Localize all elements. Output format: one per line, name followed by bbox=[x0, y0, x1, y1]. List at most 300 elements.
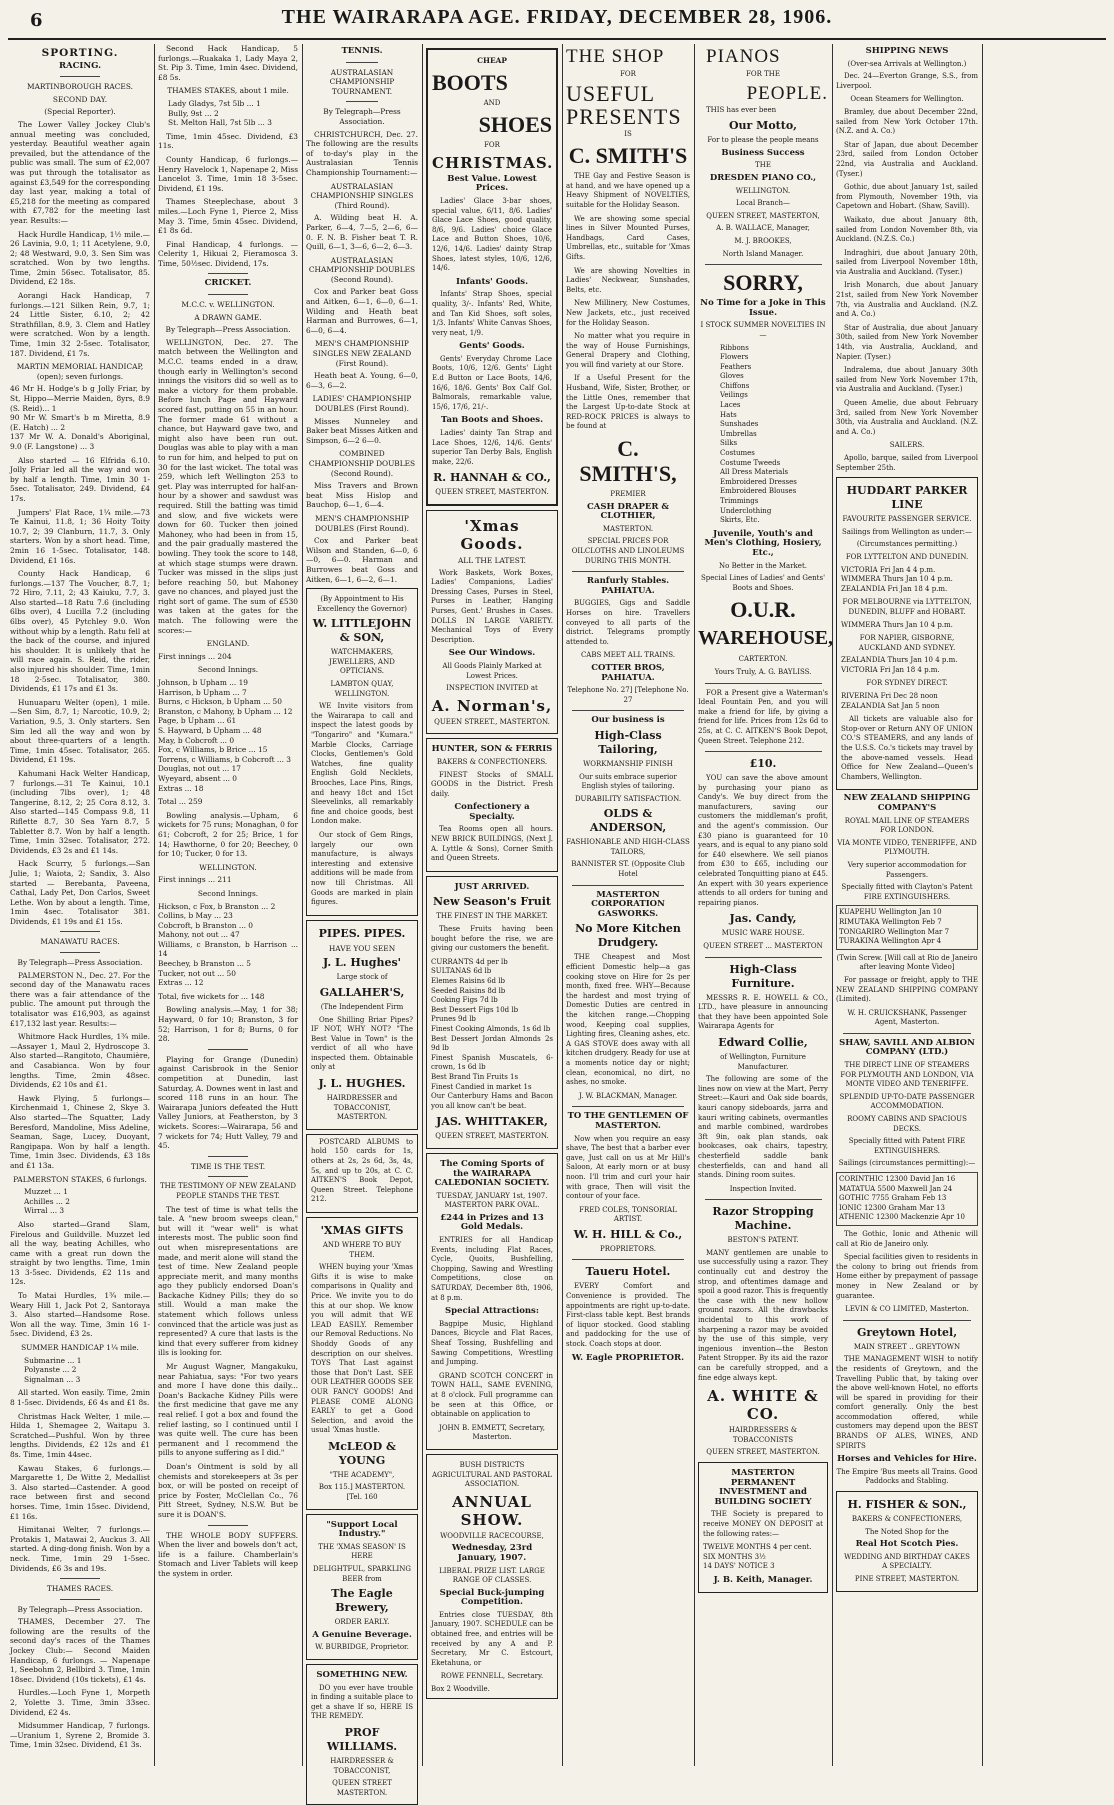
ad-line: THE FINEST IN THE MARKET. bbox=[436, 912, 548, 921]
ad-headline: TO THE GENTLEMEN OF MASTERTON. bbox=[567, 1111, 689, 1131]
ad-text: POSTCARD ALBUMS to hold 150 cards for 1s, others at 2s, 2s 6d, 3s, 4s, 5s, and up to 20s, at C. C. AITKEN'S Book Depot, Queen Street. Telephone 212. bbox=[311, 1137, 413, 1204]
article-paragraph: County Hack Handicap, 6 furlongs.—137 The Voucher, 8.7, 1; 72 Hiro, 7.11, 2; 43 Kaiuku, 7.7, 3. Also started—18 Ratu 7.6 (including 6lbs over), 4 Lucilla 7.2 (including 6lbs over), 45 Pytchley 9.0. Won without whip by a length. Ratu fell at the back of the course, and injured his shoulder. It is unlikely that he will race again. S. Reid, the rider, also injured his shoulder. Time, 1min 18 2-5sec. Totalisator, 380. Dividends, £1 17s and £1 3s. bbox=[10, 569, 150, 694]
press-note: By Telegraph—Press Association. bbox=[323, 107, 401, 126]
ad-line: All Goods Plainly Marked at Lowest Prices. bbox=[442, 661, 542, 680]
ad-xmas-gifts bbox=[306, 1217, 418, 1510]
ad-line: Box 115.] MASTERTON. [Tel. 160 bbox=[318, 1483, 406, 1502]
ad-line: BAKERS & CONFECTIONERS, bbox=[851, 1515, 963, 1524]
ad-headline: High-Class Furniture. bbox=[729, 962, 797, 990]
ad-firm-name: C. SMITH'S, bbox=[579, 436, 677, 487]
ad-line: W. H. CRUICKSHANK, Passenger Agent, Masterton. bbox=[847, 1008, 967, 1027]
race-placings: 46 Mr H. Hodge's b g Jolly Friar, by St, Hippo—Merrie Maiden, 8yrs, 8.9 (S. Reid)... 1 90 Mr W. Smart's b m Miretta, 8.9 (E. Hatch) ... 2 137 Mr W. A. Donald's Aboriginal, 9.0 (F. Langstone) ... 3 bbox=[10, 384, 150, 451]
press-note: By Telegraph—Press Association. bbox=[17, 1604, 143, 1614]
article-paragraph: Cox and Parker beat Goss and Aitken, 6—1, 6—0, 6—1. Wilding and Heath beat Harman and Burrowes, 6—1, 6—0, 6—4. bbox=[306, 287, 418, 335]
ad-line: Local Branch— bbox=[735, 199, 791, 208]
ad-line: FOR THE bbox=[746, 70, 780, 78]
ad-dresden-piano bbox=[698, 46, 828, 259]
ad-line: Very superior accommodation for Passengers. bbox=[847, 860, 967, 879]
column-sporting bbox=[10, 44, 150, 1766]
ad-line: The Noted Shop for the bbox=[865, 1527, 949, 1536]
ad-text: No matter what you require in the way of House Furnishings, General Drapery and Clothing, you will find variety at our Store. bbox=[566, 332, 690, 369]
ad-text: The Gothic, Ionic and Athenic will call at Rio de Janeiro only. bbox=[836, 1229, 978, 1248]
race-heading: MARTIN MEMORIAL HANDICAP, (open); seven furlongs. bbox=[16, 362, 144, 381]
column-tennis bbox=[306, 44, 418, 1797]
ad-text: THIS has ever been bbox=[706, 105, 777, 114]
ad-headline: PIPES. PIPES. bbox=[318, 926, 406, 940]
team-heading: ENGLAND. bbox=[206, 639, 250, 649]
article-paragraph: PALMERSTON N., Dec. 27. For the second day of the Manawatu races there was a fair attendance of the public. The amount put through the totalisator was £16,903, as against £17,132 last year. Results:— bbox=[10, 970, 150, 1028]
ad-line: THE bbox=[755, 161, 771, 170]
goods-list: Ribbons Flowers Feathers Gloves Chiffons Veilings Laces Hats Sunshades Umbrellas Silks Costumes Costume Tweeds All Dress Materials Embroidered Dresses Embroidered Blouses Trimmings Underclothing Skirts, Etc. bbox=[720, 343, 797, 525]
ad-headline: PEOPLE. bbox=[746, 82, 828, 104]
ad-line: WOODVILLE RACECOURSE, bbox=[440, 1531, 544, 1540]
price-list: CURRANTS 4d per lb SULTANAS 6d lb Elemes Raisins 6d lb Seeded Raisins 8d lb Cooking Figs 7d lb Best Dessert Figs 10d lb Prunes 9d lb Finest Cooking Almonds, 1s 6d lb Best Dessert Jordan Almonds 2s 9d lb Finest Spanish Muscatels, 6-crown, 1s 6d lb Best Brand Tin Fruits 1s Finest Candied in market 1s Our Canterbury Hams and Bacon you all know can't be beat. bbox=[431, 957, 553, 1110]
ad-line: Sailings (circumstances permitting):— bbox=[838, 1159, 976, 1168]
ad-text: One Shilling Briar Pipes? IF NOT, WHY NOT? "The Best Value in Town" is the verdict of all who have inspected them. Obtainable only at bbox=[311, 1015, 413, 1072]
sailing-list: VICTORIA Fri Jan 4 4 p.m. WIMMERA Thurs Jan 10 4 p.m. ZEALANDIA Fri Jan 18 4 p.m. bbox=[841, 565, 953, 593]
shipping-subheading: SAILERS. bbox=[889, 441, 925, 450]
article-paragraph: CHRISTCHURCH, Dec. 27. The following are the results of to-day's play in the Australasian Tennis Championship Tournament:— bbox=[306, 129, 418, 177]
ad-firm-name: J. B. Keith, Manager. bbox=[713, 1574, 813, 1585]
ad-text: Bagpipe Music, Highland Dances, Bicycle and Flat Races, Sheaf Tossing, Bushfelling and Sawing Competitions, Wrestling and Jumping. bbox=[431, 1319, 553, 1367]
ad-text: DO you ever have trouble in finding a suitable place to get a shave If so, HERE IS THE REMEDY. bbox=[311, 1683, 413, 1721]
sailing-list: ZEALANDIA Thurs Jan 10 4 p.m. VICTORIA Fri Jan 18 4 p.m. bbox=[841, 656, 958, 674]
shipping-subheading: (Over-sea Arrivals at Wellington.) bbox=[847, 59, 967, 68]
ad-subheadline: Special Buck-jumping Competition. bbox=[439, 1587, 545, 1608]
ad-gasworks bbox=[566, 891, 690, 1102]
ad-subheadline: Confectionery a Specialty. bbox=[454, 802, 530, 822]
article-paragraph: County Handicap, 6 furlongs.—Henry Havelock 1, Napenape 2, Miss Lancelot 3. Time, 1min 18 3-5sec. Dividend, £1 19s. bbox=[158, 154, 298, 193]
ad-line: ORDER EARLY. bbox=[334, 1618, 390, 1627]
ad-headline: PIANOS bbox=[706, 46, 781, 67]
column-shipping bbox=[836, 44, 978, 1766]
race-day: SECOND DAY. bbox=[52, 94, 108, 104]
ad-olds-anderson bbox=[566, 716, 690, 879]
ad-line: FOR bbox=[484, 141, 500, 150]
ad-subheadline: Real Hot Scotch Pies. bbox=[855, 1539, 959, 1550]
article-paragraph: THAMES, December 27. The following are the results of the second day's races of the Thames Jockey Club:— Second Maiden Handicap, 6 furlongs. — Napenape 1, Seebohm 2, Bellbird 3. Time, 1min 18sec. Dividend (10s tickets), £1 4s. bbox=[10, 1617, 150, 1684]
article-paragraph: Heath beat A. Young, 6—0, 6—3, 6—2. bbox=[306, 371, 418, 390]
sailing-table: CORINTHIC 12300 David Jan 16 MATATUA 5500 Maxwell Jan 24 GOTHIC 7755 Graham Feb 13 IONIC 12300 Graham Mar 13 ATHENIC 12300 Mackenzie Apr 10 bbox=[836, 1172, 978, 1226]
ad-firm-name: Jas. Candy, bbox=[729, 912, 797, 926]
ad-headline: New Season's Fruit bbox=[432, 895, 551, 909]
ad-caledonian-sports bbox=[426, 1153, 558, 1450]
ad-text: Entries close TUESDAY, 8th January, 1907. SCHEDULE can be obtained free, and entries will be received by any A and P. Secretary, Mr C. Estcourt, Eketahuna, or bbox=[431, 1610, 553, 1667]
ad-eagle-brewery bbox=[306, 1514, 418, 1660]
ad-firm-name: Edward Collie, bbox=[718, 1035, 808, 1049]
ad-our-warehouse bbox=[698, 270, 834, 677]
ad-subheadline: See Our Windows. bbox=[448, 648, 536, 659]
article-paragraph: Hack Scurry, 5 furlongs.—San Julie, 1; Waiota, 2; Sandix, 3. Also started — Berebanta, Paveena, Cathal, Lady Pet, Don Carlos, Sweet Lethe. Won by about a length. Time, 1min 4sec. Totalisator 381. Dividends, £1 19s and £1 15s. bbox=[10, 859, 150, 926]
ad-line: DURABILITY SATISFACTION. bbox=[574, 794, 682, 803]
ad-line: J. W. BLACKMAN, Manager. bbox=[578, 1091, 678, 1100]
ad-line: North Island Manager. bbox=[722, 249, 804, 258]
ad-line: LEVIN & CO LIMITED, Masterton. bbox=[845, 1305, 969, 1314]
ad-whittaker-fruit bbox=[426, 876, 558, 1149]
ad-line: No Better in the Market. bbox=[719, 561, 807, 570]
ad-text: We are showing Novelties in Ladies' Neckwear, Sunshades, Belts, etc. bbox=[566, 266, 690, 294]
article-paragraph: All started. Won easily. Time, 2min 8 1-5sec. Dividends, £6 4s and £1 8s. bbox=[10, 1388, 150, 1407]
ad-line: AND WHERE TO BUY THEM. bbox=[322, 1241, 402, 1259]
innings-line: First innings ... 211 bbox=[158, 875, 232, 885]
ad-text: The following are some of the lines now on view at the Mart, Perry Street:—Kauri and Oak side boards, kauri canopy sideboards, jarra and kauri writing cabinets, overmantles and marble combined, wardrobes 3ft 9in, oak plan stands, oak bookcases, oak chairs, tapestry, chesterfield saddle bank chesterfields, can and hand all stands. Dining room suites. bbox=[698, 1075, 828, 1180]
article-subheading: THE TESTIMONY OF NEW ZEALAND PEOPLE STANDS THE TEST. bbox=[160, 1182, 296, 1200]
race-placings: Lady Gladys, 7st 5lb ... 1 Bully, 9st ... 2 St. Melton Hall, 7st 5lb ... 3 bbox=[168, 98, 272, 128]
event-heading: AUSTRALASIAN CHAMPIONSHIP DOUBLES (Second Round). bbox=[308, 255, 416, 284]
article-paragraph: Also started — 16 Elfrida 6.10. Jolly Friar led all the way and won by half a length. Time, 1min 30 1-5sec. Totalisator, 249. Dividend, £4 17s. bbox=[10, 455, 150, 503]
subheading-racing: RACING. bbox=[58, 60, 102, 71]
ad-line: BAKERS & CONFECTIONERS. bbox=[436, 757, 548, 766]
ad-line: of Wellington, Furniture Manufacturer. bbox=[720, 1052, 806, 1071]
ad-line: SPLENDID UP-TO-DATE PASSENGER ACCOMMODATION. bbox=[839, 1092, 975, 1111]
ad-line: THE DIRECT LINE OF STEAMERS FOR PLYMOUTH AND LONDON, VIA MONTE VIDEO AND TENERIFFE. bbox=[840, 1061, 974, 1089]
column-cricket bbox=[158, 44, 298, 1766]
ad-subheadline: Best Value. Lowest Prices. bbox=[447, 173, 537, 194]
ad-line: Box 2 Woodville. bbox=[431, 1685, 490, 1694]
scorecard-total: Total ... 259 bbox=[158, 797, 203, 807]
ad-text: WE Invite visitors from the Wairarapa to call and inspect the latest goods by "Tongariro" and "Kumara." Marble Clocks, Carriage Clocks, Gentlemen's Gold Watches, fine quality English Gold Necklets, Brooches, Lace Pins, Rings, and heavy 18ct and 15ct Sleevelinks, all remarkably fine and choice goods, best London make. bbox=[311, 702, 413, 826]
ad-line: A Genuine Beverage. bbox=[312, 1629, 412, 1640]
article-paragraph: THE WHOLE BODY SUFFERS. When the liver and bowels don't act, life is a failure. Chamberlain's Stomach and Liver Tablets will keep the system in order. bbox=[158, 1530, 298, 1578]
ad-headline: MASTERTON PERMANENT INVESTMENT and BUILDING SOCIETY bbox=[714, 1467, 812, 1507]
article-paragraph: Miss Travers and Brown beat Miss Hislop and Bauchop, 6—1, 6—4. bbox=[306, 481, 418, 510]
article-paragraph: Thames Steeplechase, about 3 miles.—Loch Fyne 1, Pierce 2, Miss May 3. Time, 5min 45sec. Dividend, £1 8s 6d. bbox=[158, 197, 298, 236]
ad-text: If a Useful Present for the Husband, Wife, Sister, Brother, or the Little Ones, remember that the Largest Up-to-date Stock at RED-ROCK PRICES is always to be found at bbox=[566, 374, 690, 431]
ad-line: Special Lines of Ladies' and Gents' Boots and Shoes. bbox=[701, 574, 825, 592]
ad-hughes-pipes bbox=[306, 920, 418, 1130]
scorecard-total: Total, five wickets for ... 148 bbox=[158, 991, 265, 1001]
ad-line: Yours Truly, A. G. BAYLISS. bbox=[714, 667, 812, 676]
column-ads-6 bbox=[698, 44, 834, 1766]
ad-hunter-ferris bbox=[426, 738, 558, 872]
ad-firm-name: O.U.R. bbox=[730, 597, 796, 623]
article-paragraph: Bowling analysis.—May, 1 for 38; Hayward, 0 for 10; Branston, 3 for 52; Harrison, 1 for 8; Burns, 0 for 28. bbox=[158, 1005, 298, 1044]
column-ads-4 bbox=[426, 44, 558, 1766]
ad-firm-name: J. L. Hughes' bbox=[322, 956, 402, 970]
ad-headline: Taueru Hotel. bbox=[585, 1265, 671, 1279]
article-paragraph: Whitmore Hack Hurdles, 1¾ mile.—Assayer 1, Maul 2, Hydroscope 3. Also started—Rangitoto, Chaumière, and Casabianca. Won by four lengths. Time, 2min 48sec. Dividends, £2 10s and £1. bbox=[10, 1032, 150, 1090]
article-paragraph: The test of time is what tells the tale. A "new broom sweeps clean," but will it "wear well" is what interests most. The public soon find out when misrepresentations are made, and merit alone will stand the test of time. New Zealand people appreciate merit, and many months ago they publicly endorsed Doan's Backache Kidney Pills; they do so still. Would a man make the statement which follows unless convinced that the article was just as represented? A cure that lasts is the kind that every sufferer from kidney ills is looking for. bbox=[158, 1204, 298, 1358]
newspaper-title: THE WAIRARAPA AGE. FRIDAY, DECEMBER 28, 1906. bbox=[281, 6, 833, 28]
race-heading: THAMES STAKES, about 1 mile. bbox=[167, 86, 289, 96]
ad-line: SPECIAL PRICES FOR OILCLOTHS AND LINOLEUMS DURING THIS MONTH. bbox=[571, 537, 685, 565]
shipping-subheading: Ocean Steamers for Wellington. bbox=[850, 95, 964, 104]
ad-line: PREMIER bbox=[610, 490, 646, 499]
ad-line: IS bbox=[624, 129, 632, 138]
ad-text: MESSRS R. E. HOWELL & CO., LTD., have pleasure in announcing that they have been appointed Sole Wairarapa Agents for bbox=[698, 993, 828, 1031]
ad-text: THE MANAGEMENT WISH to notify the residents of Greytown, and the Travelling Public that, by taking over the above well-known Hotel, no efforts will be spared in providing for their comfort generally. Only the best accommodation offered, while customers may depend upon the BEST BRANDS OF ALES, WINES, AND SPIRITS bbox=[836, 1355, 978, 1450]
ad-subheadline: No More Kitchen Drudgery. bbox=[575, 922, 681, 950]
section-heading-tennis: TENNIS. bbox=[341, 46, 383, 56]
ad-firm-name: COTTER BROS, PAHIATUA. bbox=[591, 662, 665, 683]
ad-firm-name: OLDS & ANDERSON, bbox=[589, 807, 667, 835]
race-title: THAMES RACES. bbox=[46, 1584, 114, 1594]
ad-building-society bbox=[698, 1462, 828, 1593]
section-heading-sporting: SPORTING. bbox=[41, 47, 119, 59]
sailing-table: KUAPEHU Wellington Jan 10 RIMUTAKA Wellington Feb 7 TONGARIRO Wellington Mar 7 TURAKINA Wellington Apr 4 bbox=[836, 905, 978, 949]
route-heading: FOR MELBOURNE via LYTTELTON, DUNEDIN, BLUFF and HOBART. bbox=[842, 598, 972, 616]
ad-shaw-savill bbox=[836, 1039, 978, 1315]
ad-firm-name: A. Norman's, bbox=[431, 696, 553, 715]
innings-line: First innings ... 204 bbox=[158, 651, 232, 661]
ad-greytown-hotel bbox=[836, 1326, 978, 1487]
ad-text: Ladies' dainty Tan Strap and Lace Shoes, 12/6, 14/6. Gents' superior Tan Derby Bals, English make, 22/6. bbox=[432, 429, 552, 466]
article-paragraph: Kawau Stakes, 6 furlongs.—Margarette 1, De Witte 2, Medallist 3. Also started—Castender. A good race between first and second horses. Time, 1min 15sec. Dividend, £1 16s. bbox=[10, 1463, 150, 1521]
ad-line: Our suits embrace superior English styles of tailoring. bbox=[579, 772, 677, 791]
ad-ranfurly-stables bbox=[566, 577, 690, 705]
ad-subheadline: Gents' Goods. bbox=[459, 341, 525, 352]
shipping-item: Indralema, due about January 30th sailed from New York November 17th, via Australia and Auckland. (Tyser.) bbox=[836, 366, 978, 394]
race-title: MANAWATU RACES. bbox=[40, 937, 120, 947]
ad-fountain-pen: FOR a Present give a Waterman's Ideal Fountain Pen, and you will make a friend for life, by giving a friend for life. Prices from 12s 6d to 25s, at C. C. AITKEN'S Book Depot, Queen Street. Telephone 212. bbox=[698, 688, 828, 745]
ad-firm-name: PROF WILLIAMS. bbox=[326, 1725, 398, 1753]
ad-line: HAIRDRESSERS & TOBACCONISTS bbox=[728, 1426, 798, 1444]
ad-line: Specially fitted with Patent FIRE EXTINGUISHERS. bbox=[848, 1137, 966, 1155]
ad-headline: £10. bbox=[749, 757, 777, 771]
ad-text: ENTRIES for all Handicap Events, including Flat Races, Cycle, Quoits, Bushfelling, Chopping, Sawing and Wrestling Competitions, close on SATURDAY, December 8th, 1906, at 8 p.m. bbox=[431, 1236, 553, 1302]
ad-line: INSPECTION INVITED at bbox=[446, 684, 538, 693]
ad-subheadline: No Time for a Joke in This Issue. bbox=[700, 298, 826, 318]
ad-headline: HUDDART PARKER LINE bbox=[846, 484, 968, 512]
ad-headline: High-Class Tailoring, bbox=[594, 728, 662, 756]
shipping-item: Star of Australia, due about January 30th, sailed from New York November 14th, via Australia, Auckland, and Napier. (Tyser.) bbox=[836, 323, 978, 361]
article-paragraph: Aorangi Hack Handicap, 7 furlongs.—121 Silken Rein, 9.7, 1; 24 Little Sister, 6.10, 2; 42 Strathfillan, 8.9, 3. Clem and Hatley were scratched. Won by a length. Time, 1min 32 2-5sec. Totalisator, 187. Dividend, £1 7s. bbox=[10, 291, 150, 358]
ad-line: For to please the people means bbox=[707, 136, 819, 145]
ad-line: ROOMY CABINS AND SPACIOUS DECKS. bbox=[847, 1115, 967, 1133]
ad-text: THE Cheapest and Most efficient Domestic help—a gas cooking stove on Hire for 2s per month, fixed free. WHY—Because the hardest and most trying of Domestic Duties are centred in the kitchen range.—Chopping wood, Keeping coal supplies, Lighting fires, Cleaning ashes, etc. A GAS STOVE does away with all kitchen drudgery. Ready for use at a moments notice day or night; clean, economical, no dirt, no ashes, no smoke. bbox=[566, 953, 690, 1087]
ad-subheadline: Juvenile, Youth's and Men's Clothing, Hosiery, Etc., bbox=[704, 528, 822, 558]
ad-line: PINE STREET, MASTERTON. bbox=[854, 1575, 960, 1583]
ad-subheadline: £244 in Prizes and 13 Gold Medals. bbox=[440, 1212, 544, 1233]
ad-line: (By Appointment to His Excellency the Governor) bbox=[316, 595, 408, 613]
article-paragraph: WELLINGTON, Dec. 27. The match between the Wellington and M.C.C. teams ended in a draw, though early in Wellington's second innings the visitors did so well as to make a victory for them probable. Before lunch Page and Hayward scored fast, putting on 55 in an hour. The former made 61 without a chance, but Hayward gave two, and might also have been run out. Douglas was able to play with a man to run for him, and helped to put on 30 for the last wicket. The total was 259, which left Wellington 253 to get. Play was interrupted for half-an-hour by a shower and sawdust was required. Still the batting was timid and slow, and five wickets were down for 60. Tucker then joined Mahoney, who had been in from 15, and the pair gradually mastered the bowling. They took the score to 148, at which stage stumps were drawn. Tucker was missed in the slips just before reaching 50, but Mahoney gave no chances, and played just the right sort of game. The sum of £530 was taken at the gates for the match. The following were the scores:— bbox=[158, 337, 298, 635]
ad-line: JUST ARRIVED. bbox=[454, 881, 530, 892]
route-heading: FOR NAPIER, GISBORNE, AUCKLAND AND SYDNEY. bbox=[858, 634, 956, 652]
ad-line: LAMBTON QUAY, WELLINGTON. bbox=[330, 680, 394, 698]
ad-line: FAVOURITE PASSENGER SERVICE. bbox=[842, 515, 972, 524]
ad-line: ROYAL MAIL LINE OF STEAMERS FOR LONDON. bbox=[844, 816, 970, 835]
ad-line: WELLINGTON. bbox=[735, 186, 791, 195]
ad-text: Infants' Strap Shoes, special quality, 3/-. Infants' Red, White, and Tan Kid Shoes, soft soles, 1/3. Infants' White Canvas Shoes, very neat, 1/9. bbox=[432, 290, 552, 337]
ad-headline: SHOES bbox=[478, 112, 552, 138]
ad-headline: THE SHOP bbox=[566, 46, 665, 67]
ad-firm-name: A. WHITE & CO. bbox=[707, 1387, 819, 1424]
ad-text: FINEST Stocks of SMALL GOODS in the District. Fresh daily. bbox=[431, 770, 553, 798]
article-paragraph: The Lower Valley Jockey Club's annual meeting was concluded, yesterday. Beautiful weather again prevailed, but the attendance of the public was small. The sum of £2,007 was put through the totalisator as against £3,549 for the corresponding day last year, making a total of £5,218 for the meeting as compared with £7,782 for the meeting last year. Results:— bbox=[10, 119, 150, 225]
article-paragraph: Hurdles.—Loch Fyne 1, Morpeth 2, Yolette 3. Time, 3min 33sec. Dividend, £2 4s. bbox=[10, 1688, 150, 1717]
ad-line: JOHN B. EMMETT, Secretary, Masterton. bbox=[439, 1423, 545, 1442]
article-paragraph: Hunuaparu Welter (open), 1 mile.—Sen Sim, 8.7, 1; Narcotic, 10.9, 2; Variation, 9.5, 3. Only starters. Sen Sim led all the way and won by about three-quarters of a length. Time, 1min 45sec. Totalisator, 265. Dividend, £1 19s. bbox=[10, 697, 150, 765]
ad-text: Now when you require an easy shave, The best that a barber ever gave, Just call on us at Mr Hill's Saloon, At early morn or at busy noon. I'll trim and curl your hair with grace, Then will visit the contour of your face. bbox=[566, 1134, 690, 1201]
ad-firm-name: JAS. WHITTAKER, bbox=[436, 1115, 548, 1129]
ad-firm-name: W. LITTLEJOHN & SON, bbox=[312, 617, 412, 645]
ad-norman-xmas bbox=[426, 510, 558, 734]
ad-firm-name: C. SMITH'S bbox=[568, 143, 688, 169]
ad-firm-name: J. L. HUGHES. bbox=[318, 1077, 406, 1091]
ad-subheadline: Horses and Vehicles for Hire. bbox=[837, 1454, 977, 1465]
ad-line: QUEEN STREET, MASTERTON, bbox=[706, 211, 820, 220]
ad-headline: NEW ZEALAND SHIPPING COMPANY'S bbox=[843, 793, 971, 813]
ad-firm-name: HUNTER, SON & FERRIS bbox=[431, 744, 553, 755]
ad-c-smith bbox=[566, 46, 690, 566]
ad-line: HAVE YOU SEEN bbox=[328, 943, 396, 953]
shipping-item: Star of Japan, due about December 23rd, sailed from London October 22nd, via Australia and Auckland. (Tyser.) bbox=[836, 140, 978, 178]
ad-line: CABS MEET ALL TRAINS. bbox=[580, 651, 676, 660]
ad-line: BANNISTER ST. (Opposite Club Hotel bbox=[571, 860, 685, 879]
race-title: MARTINBOROUGH RACES. bbox=[27, 82, 133, 92]
ad-headline: SHAW, SAVILL AND ALBION COMPANY (LTD.) bbox=[839, 1037, 975, 1058]
ad-firm-name: W. H. HILL & Co., bbox=[573, 1227, 683, 1241]
match-subtitle: A DRAWN GAME. bbox=[194, 312, 262, 322]
ad-line: BESTON'S PATENT. bbox=[727, 1236, 799, 1245]
event-heading: AUSTRALASIAN CHAMPIONSHIP SINGLES (Third Round). bbox=[310, 181, 414, 210]
ad-brand: GALLAHER'S, bbox=[319, 985, 405, 999]
article-heading: TIME IS THE TEST. bbox=[190, 1161, 266, 1171]
team-heading: WELLINGTON. bbox=[199, 862, 257, 872]
ad-text: MANY gentlemen are unable to use successfully using a razor. They continually cut and destroy the strop, and oftentimes damage and spoil a good razor. This is frequently the case with the new hollow ground razors. All the drawbacks incidental to this work of sharpening a razor may be avoided by the use of this simple, very ingenious invention—the Beston Patent Stropper. By its aid the razor can be carefully stropped, and a fine edge always kept. bbox=[698, 1248, 828, 1382]
shipping-item: Apollo, barque, sailed from Liverpool September 25th. bbox=[836, 453, 978, 472]
ad-line: (Twin Screw. [Will call at Rio de Janeiro after leaving Monte Video] bbox=[836, 953, 978, 972]
ad-line: WATCHMAKERS, JEWELLERS, AND OPTICIANS. bbox=[329, 648, 395, 676]
ad-firm-name: The Eagle Brewery, bbox=[331, 1587, 393, 1615]
ad-line: AND bbox=[483, 98, 501, 107]
ad-headline: PRESENTS bbox=[566, 103, 682, 129]
ad-annual-show bbox=[426, 1454, 558, 1699]
article-paragraph: Midsummer Handicap, 7 furlongs. —Uranium 1, Syrene 2, Bromide 3. Time, 1min 32sec. Dividend, £1 3s. bbox=[10, 1721, 150, 1750]
ad-line: QUEEN STREET ... MASTERTON bbox=[703, 942, 823, 950]
ad-text: THE Society is prepared to receive MONEY ON DEPOSIT at the following rates:— bbox=[703, 1510, 823, 1538]
race-placings: Submarine ... 1 Polyanste ... 2 Signalman ... 3 bbox=[24, 1355, 82, 1384]
ad-line: ROWE FENNELL, Secretary. bbox=[440, 1672, 544, 1681]
ad-line: BUSH DISTRICTS AGRICULTURAL AND PASTORAL ASSOCIATION. bbox=[431, 1460, 553, 1489]
article-paragraph: Doan's Ointment is sold by all chemists and storekeepers at 3s per box, or will be posted on receipt of price by Foster, McClellan Co., 76 Pitt Street, Sydney, N.S.W. But be sure it is DOAN'S. bbox=[158, 1461, 298, 1519]
ad-hill-saloon bbox=[566, 1112, 690, 1254]
shipping-item: Gothic, due about January 1st, sailed from Plymouth, November 19th, via Capetown and Hobart. (Shaw, Savill). bbox=[836, 183, 978, 211]
tournament-title: AUSTRALASIAN CHAMPIONSHIP TOURNAMENT. bbox=[329, 67, 395, 96]
ad-text: Work Baskets, Work Boxes, Ladies' Companions, Ladies' Dressing Cases, Purses in Steel, Purses in Leather, Hanging Purses, Gent.' Brushes in Cases. DOLLS IN LARGE VARIETY. Mechanical Toys of Every Description. bbox=[431, 568, 553, 644]
scorecard: Hickson, c Fox, b Branston ... 2 Collins, b May ... 23 Cobcroft, b Branston ... 0 Mahony, not out ... 47 Williams, c Branston, b Harrison ... 14 Beechey, b Branston ... 5 Tucker, not out ... 50 Extras ... 12 bbox=[158, 901, 298, 988]
ad-headline: CHRISTMAS. bbox=[432, 153, 554, 172]
ad-text: Ladies' Glace 3-bar shoes, special value, 6/11, 8/6. Ladies' Glace Lace Shoes, good quality, 8/6, 9/6. Ladies' choice Glace Lace and Button Shoes, 10/6, 12/6, 14/6. Ladies' dainty Strap Shoes, latest styles, 10/6, 12/6, 14/6. bbox=[432, 196, 552, 273]
column-ads-5 bbox=[566, 44, 690, 1766]
article-paragraph: Cox and Parker beat Wilson and Standen, 6—0, 6—0, 6—0. Harman and Burrowes beat Goss and Aitken, 6—1, 6—2, 6—1. bbox=[306, 536, 418, 584]
ad-line: FASHIONABLE AND HIGH-CLASS TAILORS, bbox=[566, 838, 690, 856]
ad-line: CASH DRAPER & CLOTHIER, bbox=[586, 501, 670, 522]
ad-text: We are showing some special lines in Silver Mounted Purses, Handbags, Card Cases, Umbrellas, etc., suitable for 'Xmas Gifts. bbox=[566, 214, 690, 261]
ad-text: THE Gay and Festive Season is at hand, and we have opened up a Heavy Shipment of NOVELTIES, suitable for the Holiday Season. bbox=[566, 172, 690, 209]
ad-text: These Fruits having been bought before the rise, we are giving our customers the benefit. bbox=[431, 925, 553, 953]
ad-line: M. J. BROOKES, bbox=[734, 236, 792, 245]
shipping-item: Queen Amelie, due about February 3rd, sailed from New York November 30th, via Australia and Auckland. (N.Z. and A. Co.) bbox=[836, 399, 978, 436]
ad-fisher-bakers bbox=[836, 1491, 978, 1592]
innings-heading: Second Innings. bbox=[197, 665, 259, 675]
ad-line: PROPRIETORS. bbox=[599, 1244, 657, 1253]
race-placings: Muzzet ... 1 Achilles ... 2 Wirral ... 3 bbox=[24, 1187, 70, 1216]
masthead bbox=[8, 6, 1106, 40]
ad-line: Telephone No. 27] [Telephone No. 27 bbox=[567, 686, 689, 704]
article-paragraph: Hack Hurdle Handicap, 1½ mile.—26 Lavinia, 9.0, 1; 11 Acetylene, 9.0, 2; 48 Westward, 9.0, 3. Sen Sim was scratched. Won by two lengths. Time, 2min 56sec. Totalisator, 85. Dividend, £2 18s. bbox=[10, 229, 150, 287]
ad-prof-williams bbox=[306, 1664, 418, 1805]
ad-line: Inspection Invited. bbox=[729, 1184, 797, 1193]
ad-line: QUEEN STREET., MASTERTON. bbox=[434, 717, 550, 726]
ad-headline: Ranfurly Stables. PAHIATUA. bbox=[586, 576, 670, 596]
article-paragraph: Bowling analysis.—Upham, 6 wickets for 75 runs; Monaghan, 0 for 61; Cobcroft, 2 for 25; Brice, 1 for 14; Hawthorne, 0 for 20; Beechey, 0 for 10; Tucker, 0 for 13. bbox=[158, 810, 298, 859]
ad-line: WORKMANSHIP FINISH bbox=[583, 759, 673, 768]
ad-line: "THE ACADEMY", bbox=[329, 1470, 395, 1479]
ad-headline: 'XMAS GIFTS bbox=[320, 1224, 404, 1237]
article-paragraph: A. Wilding beat H. A. Parker, 6—4, 7—5, 2—6, 6—0. F. N. B. Fisher beat T. R. Quill, 6—1, 3—6, 6—2, 6—3. bbox=[306, 213, 418, 252]
ad-text: EVERY Comfort and Convenience is provided. The appointments are right up-to-date. First-class table kept. Best brands of liquor stocked. Good stabling and paddocking for the use of stock. Coach stops at door. bbox=[566, 1282, 690, 1349]
ad-subheadline: Tan Boots and Shoes. bbox=[440, 415, 544, 426]
ad-line: THE 'XMAS SEASON' IS HERE bbox=[318, 1542, 406, 1561]
ad-line: (The Independent Firm bbox=[320, 1002, 404, 1011]
ad-line: I STOCK SUMMER NOVELTIES IN— bbox=[700, 321, 826, 339]
event-heading: LADIES' CHAMPIONSHIP DOUBLES (First Round). bbox=[312, 394, 412, 413]
ad-line: QUEEN STREET, MASTERTON. bbox=[435, 1132, 549, 1141]
ad-line: LIBERAL PRIZE LIST. LARGE RANGE OF CLASSES. bbox=[439, 1566, 545, 1585]
ad-text: YOU can save the above amount by purchasing your piano as Candy's. We buy direct from the manufacturers, saving our customers the middleman's profit, and the agent's commission. Our £30 piano is guaranteed for 10 years, and is equal to any piano sold for £40 elsewhere. We sell pianos from £30 to £65, including our celebrated Tonquitting piano at £45. An expert with 30 years experience attends to all orders for tuning and repairing pianos. bbox=[698, 774, 828, 907]
ad-text: For passage or freight, apply to THE NEW ZEALAND SHIPPING COMPANY (Limited). bbox=[836, 975, 978, 1004]
ad-subheadline: Special Attractions: bbox=[445, 1306, 539, 1317]
ad-subheadline: Infants' Goods. bbox=[455, 276, 529, 287]
ad-text: WHEN buying your 'Xmas Gifts it is wise to make comparisons in Quality and Price. We invite you to do this at our shop. We know you will admit that WE LEAD EASILY. Remember our Removal Reductions. No Shoddy Goods of any description on our shelves. TOYS That Last against those that Don't Last. SEE OUR LEATHER GOODS SEE OUR FANCY GOODS! And PLEASE COME ALONG EARLY to get a Good Selection, and avoid the usual 'Xmas hustle. bbox=[311, 1263, 413, 1435]
scorecard: Johnson, b Upham ... 19 Harrison, b Upham ... 7 Burns, c Hickson, b Upham ... 50 Branston, c Mahony, b Upham ... 12 Page, b Upham ... 61 S. Hayward, b Upham ... 48 May, b Cobcroft ... 0 Fox, c Williams, b Brice ... 15 Torrens, c Williams, b Cobcroft ... 3 Douglas, not out ... 17 Wyeyard, absent ... 0 Extras ... 18 bbox=[158, 678, 293, 793]
ad-subheadline: Our Motto, bbox=[728, 119, 798, 133]
ad-littlejohn bbox=[306, 588, 418, 916]
sailing-list: WIMMERA Thurs Jan 10 4 p.m. bbox=[841, 620, 953, 629]
section-heading-cricket: CRICKET. bbox=[204, 278, 252, 289]
ad-text: BUGGIES, Gigs and Saddle Horses on hire. Travellers conveyed to all parts of the district. Telegrams promptly attended to. bbox=[566, 599, 690, 646]
ad-text: Our stock of Gem Rings, largely our own manufacture, is always interesting and extensive additions will be made from now till Christmas. All Goods are marked in plain figures. bbox=[311, 830, 413, 907]
event-heading: MEN'S CHAMPIONSHIP SINGLES NEW ZEALAND (First Round). bbox=[312, 339, 412, 368]
ad-subheadline: Wednesday, 23rd January, 1907. bbox=[451, 1543, 533, 1563]
ad-line: DELIGHTFUL, SPARKLING BEER from bbox=[313, 1565, 411, 1583]
route-heading: FOR SYDNEY DIRECT. bbox=[866, 679, 948, 688]
ad-line: FRED COLES, TONSORIAL ARTIST. bbox=[579, 1205, 677, 1224]
ad-line: CHEAP bbox=[477, 56, 507, 65]
article-paragraph: Hawk Flying, 5 furlongs—Kirchenmaid 1, Chinese 2, Skye 3. Also started—The Squatter, Lady Beresford, Mandoline, Miss Adeline, Seaman, Sage, Lucey, Duoyant, Rangipapa. Won by half a length. Time, 1min 3sec. Dividends, £3 18s and £1 13a. bbox=[10, 1093, 150, 1170]
press-note: By Telegraph—Press Association. bbox=[17, 958, 143, 968]
ad-line: VIA MONTE VIDEO, TENERIFFE, AND PLYMOUTH. bbox=[837, 838, 977, 857]
ad-firm-name: W. Eagle PROPRIETOR. bbox=[571, 1352, 685, 1363]
ad-howell-furniture bbox=[698, 963, 828, 1195]
article-paragraph: Final Handicap, 4 furlongs. — Celerity 1, Hikuai 2, Fieramosca 3. Time, 50½sec. Dividend, 17s. bbox=[158, 239, 298, 268]
ad-taueru-hotel bbox=[566, 1265, 690, 1363]
ad-text: Tea Rooms open all hours. NEW BRICK BUILDINGS, (Next J. A. Lyttle & Sons), Corner Smith and Queen Streets. bbox=[431, 825, 553, 863]
ad-text: All tickets are valuable also for Stop-over or Return ANY OF UNION CO.'S STEAMERS, and any lands of the U.S.S. Co.'s tickets may travel by the above-named vessels. Head Office for New Zealand—Queen's Chambers, Wellington. bbox=[841, 715, 973, 781]
ad-line: Our business is bbox=[591, 715, 665, 726]
ad-headline: ANNUAL SHOW. bbox=[452, 1492, 532, 1529]
ad-line: HAIRDRESSER and TOBACCONIST, MASTERTON. bbox=[326, 1094, 398, 1122]
shipping-item: Dec. 24—Everton Grange, S.S., from Liverpool. bbox=[836, 72, 978, 90]
ad-line: Specially fitted with Clayton's Patent FIRE EXTINGUISHERS. bbox=[841, 883, 973, 901]
ad-firm-name: WAREHOUSE, bbox=[698, 627, 834, 650]
race-heading: PALMERSTON STAKES, 6 furlongs. bbox=[13, 1174, 147, 1184]
ad-nz-shipping-co bbox=[836, 794, 978, 1027]
ad-line: WEDDING AND BIRTHDAY CAKES A SPECIALTY. bbox=[844, 1552, 970, 1571]
ad-line: The Empire 'Bus meets all Trains. Good Paddocks and Stabling. bbox=[836, 1467, 978, 1486]
ad-headline: BOOTS bbox=[432, 69, 508, 95]
ad-headline: SORRY, bbox=[723, 270, 803, 296]
ad-line: W. BURBIDGE, Proprietor. bbox=[315, 1643, 409, 1652]
event-heading: COMBINED CHAMPIONSHIP DOUBLES (Second Round). bbox=[308, 449, 416, 478]
rates-list: TWELVE MONTHS 4 per cent. SIX MONTHS 3½ 14 DAYS' NOTICE 3 bbox=[703, 1543, 812, 1571]
ad-text: Special facilities given to residents in the colony to bring out friends from Home either by prepayment of passage money in New Zealand or by guarantee. bbox=[836, 1253, 978, 1300]
ad-text: New Millinery, New Costumes, New Jackets, etc., just received for the Holiday Season. bbox=[566, 299, 690, 327]
ad-candy-pianos bbox=[698, 757, 828, 952]
innings-heading: Second Innings. bbox=[197, 888, 259, 898]
ad-line: MAIN STREET .. GREYTOWN bbox=[853, 1342, 961, 1351]
